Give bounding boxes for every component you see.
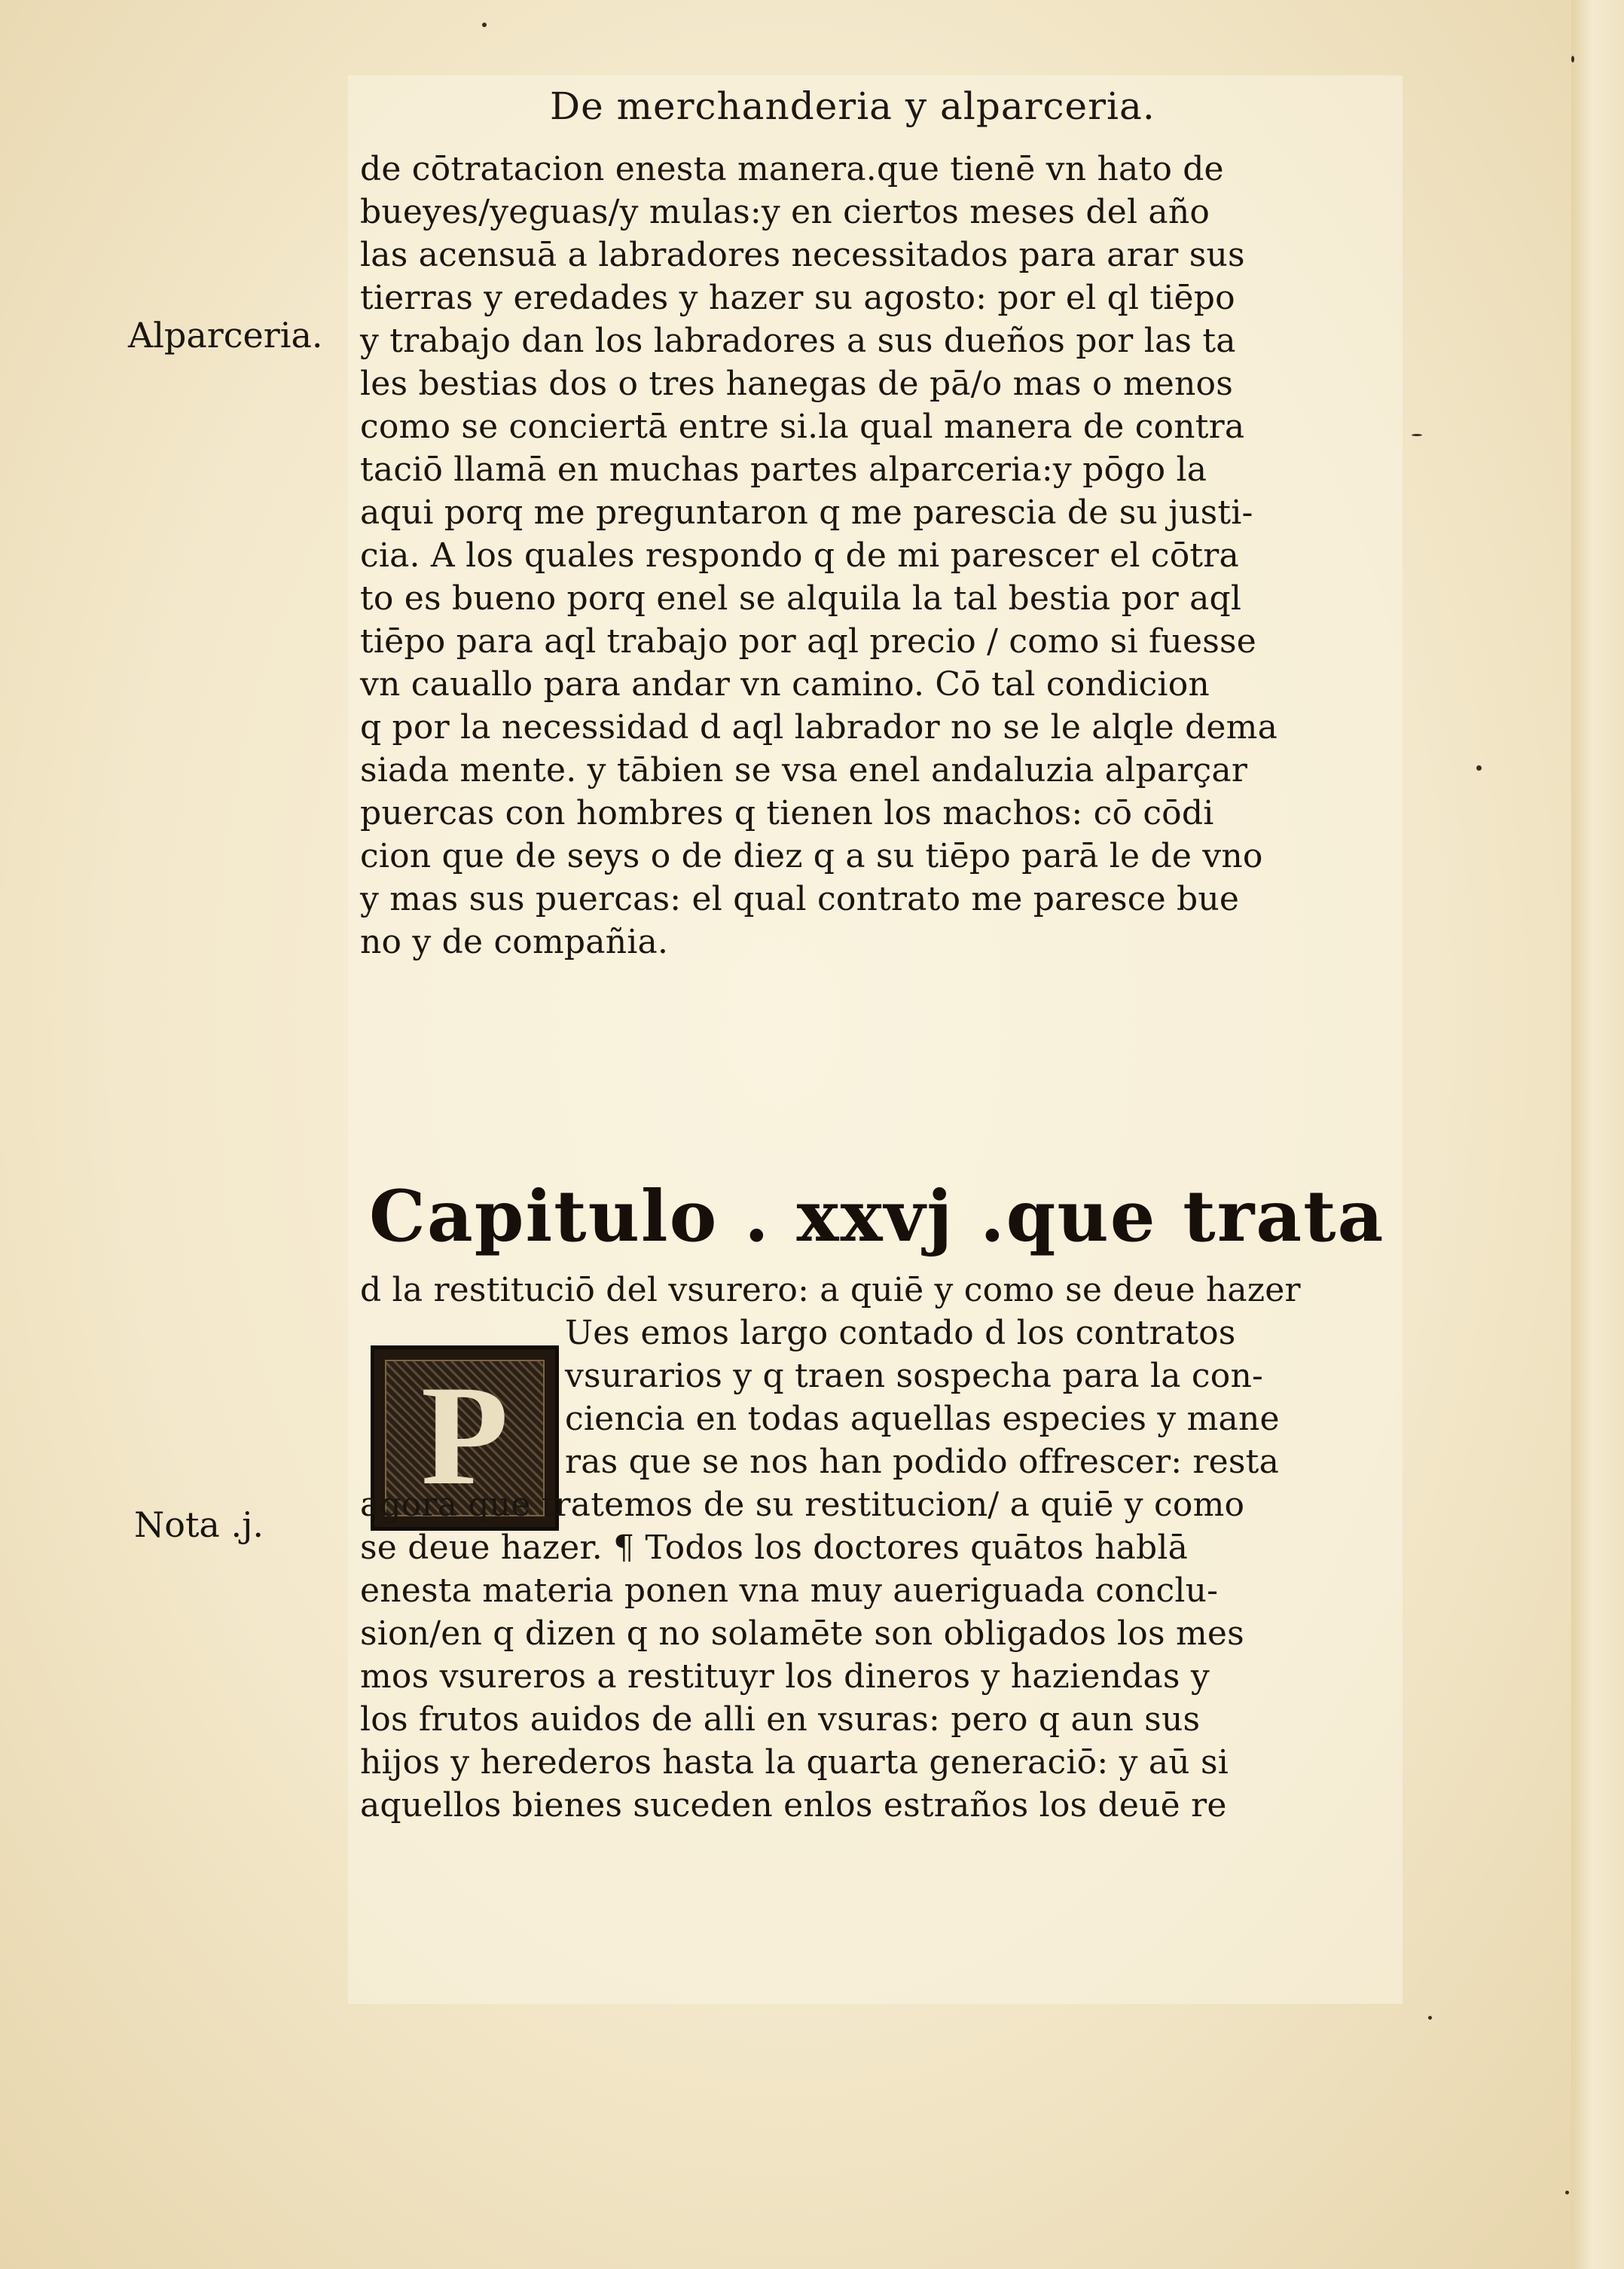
text-line: cia. A los quales respondo q de mi parescer el cōtra — [360, 536, 1239, 575]
text-line: Ues emos largo contado d los contratos — [565, 1314, 1236, 1352]
text-line: no y de compañia. — [360, 923, 669, 961]
text-line: tierras y eredades y hazer su agosto: por el ql tiēpo — [360, 279, 1235, 317]
text-line: se deue hazer. ¶ Todos los doctores quātos hablā — [360, 1528, 1189, 1567]
chapter-subtitle: d la restituciō del vsurero: a quiē y como se deue hazer — [360, 1271, 1301, 1309]
text-line: tiēpo para aql trabajo por aql precio / como si fuesse — [360, 622, 1257, 661]
text-line: los frutos auidos de alli en vsuras: pero q aun sus — [360, 1700, 1201, 1739]
text-line: hijos y herederos hasta la quarta generaciō: y aū si — [360, 1743, 1229, 1782]
text-line: aqui porq me preguntaron q me parescia de su justi- — [360, 493, 1253, 532]
text-line: y mas sus puercas: el qual contrato me paresce bue — [360, 880, 1240, 918]
text-line: to es bueno porq enel se alquila la tal bestia por aql — [360, 579, 1242, 618]
text-line: las acensuā a labradores necessitados para arar sus — [360, 236, 1245, 274]
ink-speck — [482, 23, 487, 27]
ink-speck — [1571, 56, 1574, 63]
text-line: bueyes/yeguas/y mulas:y en ciertos meses del año — [360, 193, 1210, 231]
margin-note-alparceria: Alparceria. — [128, 315, 323, 356]
ink-speck — [1428, 2016, 1432, 2020]
text-line: siada mente. y tābien se vsa enel andaluzia alparçar — [360, 751, 1248, 789]
text-line: les bestias dos o tres hanegas de pā/o mas o menos — [360, 365, 1234, 403]
ink-speck — [1412, 434, 1422, 436]
text-line: ciencia en todas aquellas especies y mane — [565, 1400, 1280, 1438]
text-line: cion que de seys o de diez q a su tiēpo parā le de vno — [360, 837, 1263, 875]
text-line: mos vsureros a restituyr los dineros y haziendas y — [360, 1657, 1210, 1696]
text-line: y trabajo dan los labradores a sus dueños por las ta — [360, 322, 1236, 360]
text-line: taciō llamā en muchas partes alparceria:y pōgo la — [360, 450, 1207, 489]
text-line: vn cauallo para andar vn camino. Cō tal condicion — [360, 665, 1210, 704]
running-head: De merchanderia y alparceria. — [550, 84, 1155, 128]
margin-note-nota: Nota .j. — [134, 1504, 264, 1545]
text-line: aquellos bienes suceden enlos estraños los deuē re — [360, 1786, 1227, 1825]
text-line: enesta materia ponen vna muy aueriguada conclu- — [360, 1571, 1219, 1610]
paragraph-alparceria — [360, 148, 1392, 963]
ink-speck — [1565, 2191, 1569, 2194]
text-line: ras que se nos han podido offrescer: resta — [565, 1443, 1279, 1481]
text-line: sion/en q dizen q no solamēte son obligados los mes — [360, 1614, 1244, 1653]
page-gutter — [1571, 0, 1624, 2269]
paragraph-restitucion — [360, 1269, 1392, 1827]
ink-speck — [1476, 765, 1482, 771]
text-line: q por la necessidad d aql labrador no se le alqle dema — [360, 708, 1278, 747]
text-line: como se conciertā entre si.la qual manera de contra — [360, 408, 1245, 446]
initial-letter: P — [420, 1357, 509, 1515]
chapter-heading: Capitulo . xxvj .que trata — [369, 1175, 1385, 1258]
text-line: vsurarios y q traen sospecha para la con- — [565, 1357, 1264, 1395]
text-line: agora que tratemos de su restitucion/ a quiē y como — [360, 1486, 1245, 1524]
text-line: de cōtratacion enesta manera.que tienē vn hato de — [360, 150, 1224, 188]
text-line: puercas con hombres q tienen los machos: cō cōdi — [360, 794, 1214, 832]
